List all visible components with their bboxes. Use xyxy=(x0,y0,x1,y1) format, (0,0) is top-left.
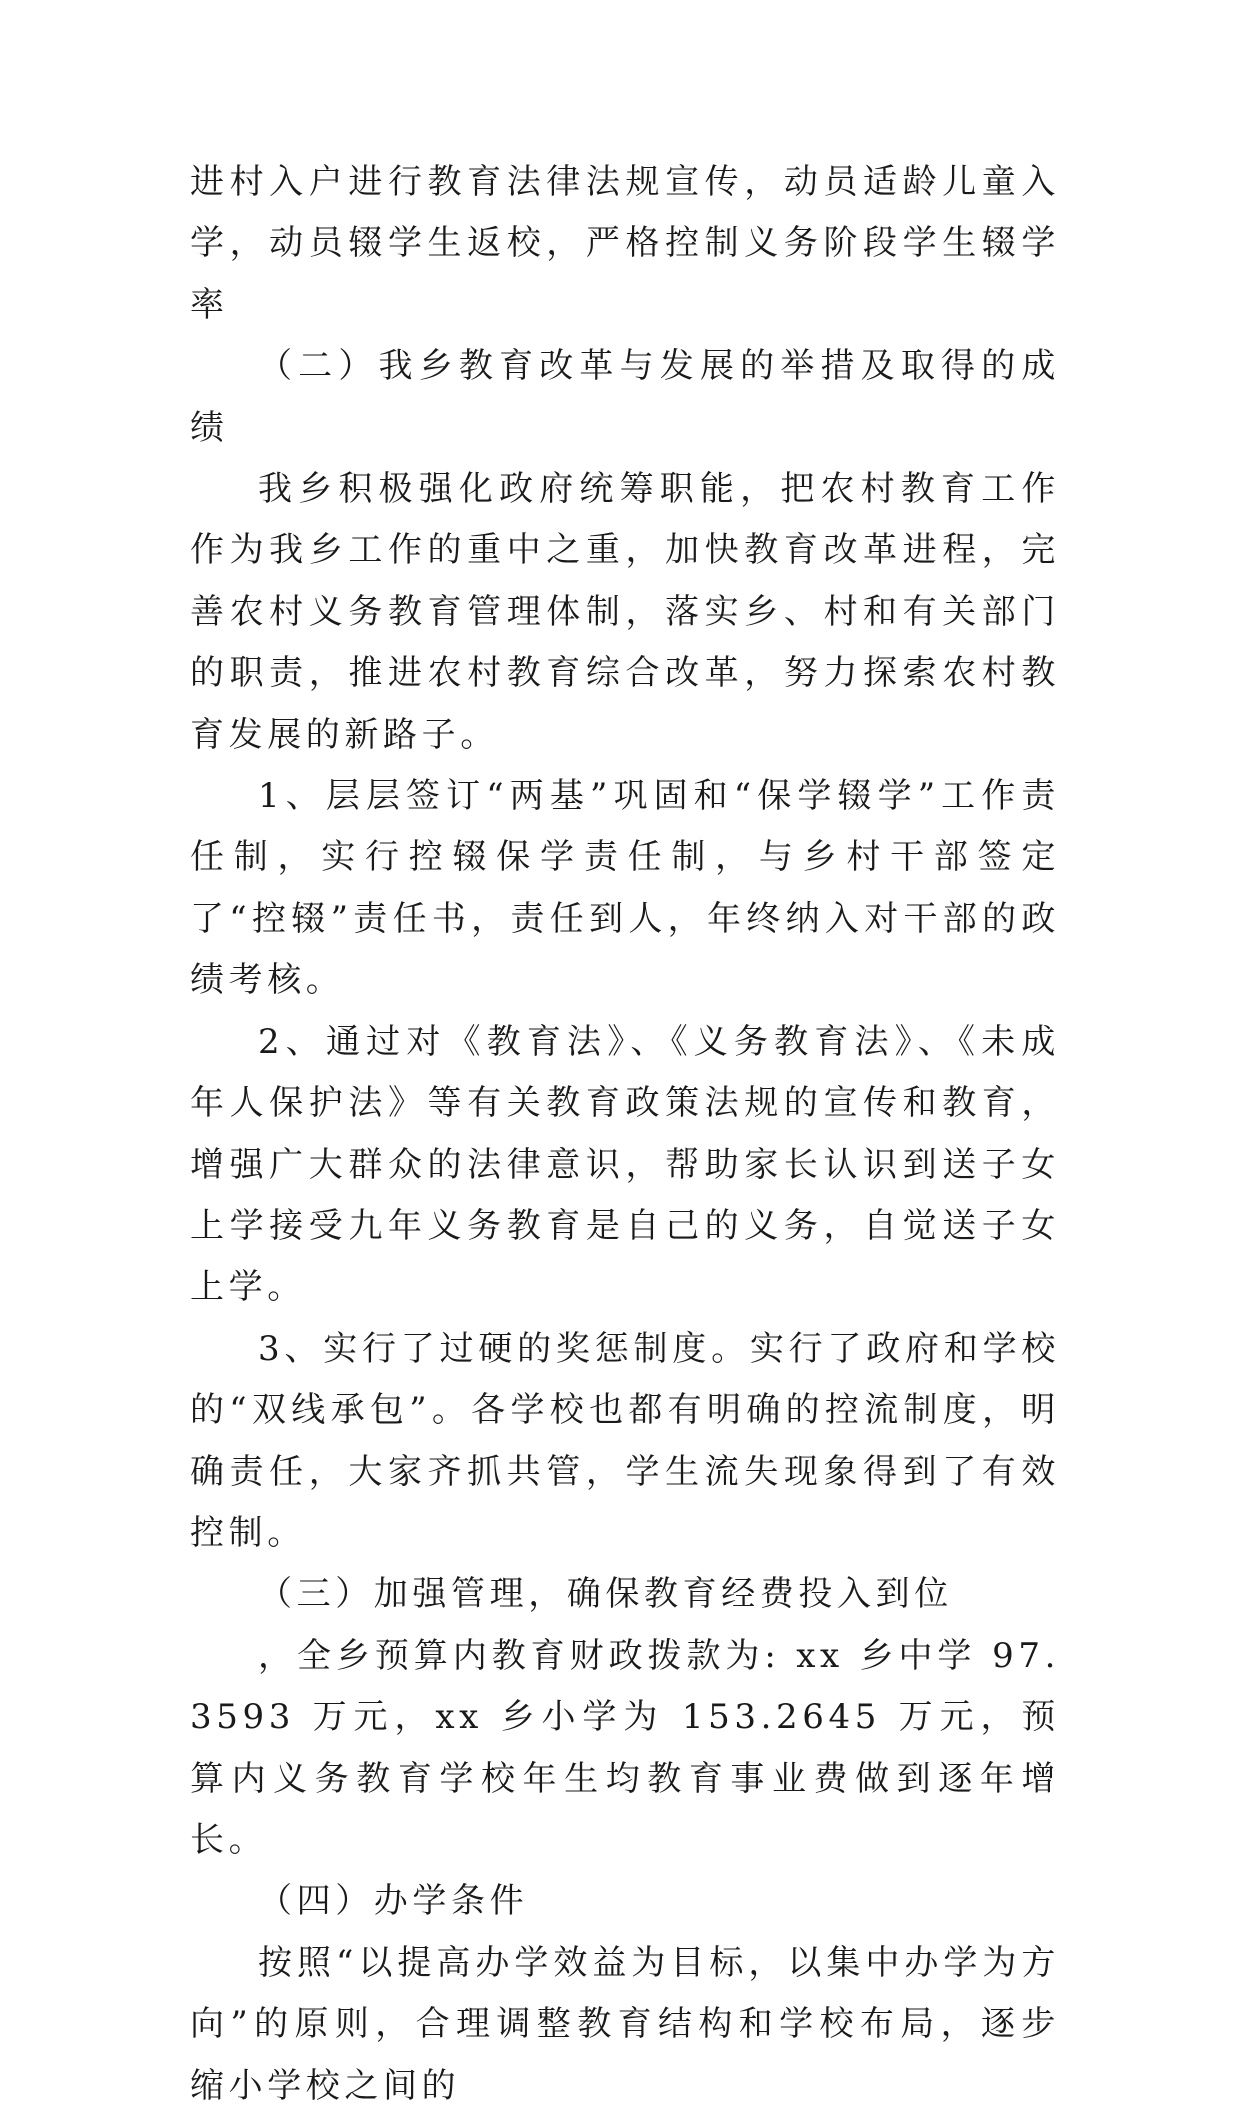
paragraph-reform-overview: 我乡积极强化政府统筹职能，把农村教育工作作为我乡工作的重中之重，加快教育改革进程，完善农村义务教育管理体制，落实乡、村和有关部门的职责，推进农村教育综合改革，努力探索农村教育发展的新路子。 xyxy=(190,469,1060,755)
document-body xyxy=(190,152,1060,2117)
paragraph-continued: 进村入户进行教育法律法规宣传，动员适龄儿童入学，动员辍学生返校，严格控制义务阶段学生辍学率 xyxy=(190,162,1060,325)
section-heading-4: （四）办学条件 xyxy=(258,1881,529,1922)
paragraph-funding: ，全乡预算内教育财政拨款为: xx 乡中学 97.3593 万元，xx 乡小学为 153.2645 万元，预算内义务教育学校年生均教育事业费做到逐年增长。 xyxy=(190,1635,1060,1860)
paragraph-item-2: 2、通过对《教育法》、《义务教育法》、《未成年人保护法》等有关教育政策法规的宣传和教育，增强广大群众的法律意识，帮助家长认识到送子女上学接受九年义务教育是自己的义务，自觉送子女上学。 xyxy=(190,1021,1060,1308)
paragraph-conditions: 按照“以提高办学效益为目标，以集中办学为方向”的原则，合理调整教育结构和学校布局，逐步缩小学校之间的 xyxy=(190,1942,1060,2106)
section-heading-2: （二）我乡教育改革与发展的举措及取得的成绩 xyxy=(190,346,1060,448)
paragraph-item-3: 3、实行了过硬的奖惩制度。实行了政府和学校的“双线承包”。各学校也都有明确的控流制度，明确责任，大家齐抓共管，学生流失现象得到了有效控制。 xyxy=(190,1328,1060,1553)
paragraph-item-1: 1、层层签订“两基”巩固和“保学辍学”工作责任制，实行控辍保学责任制，与乡村干部签定了“控辍”责任书，责任到人，年终纳入对干部的政绩考核。 xyxy=(190,776,1060,1001)
section-heading-3: （三）加强管理，确保教育经费投入到位 xyxy=(258,1574,953,1615)
